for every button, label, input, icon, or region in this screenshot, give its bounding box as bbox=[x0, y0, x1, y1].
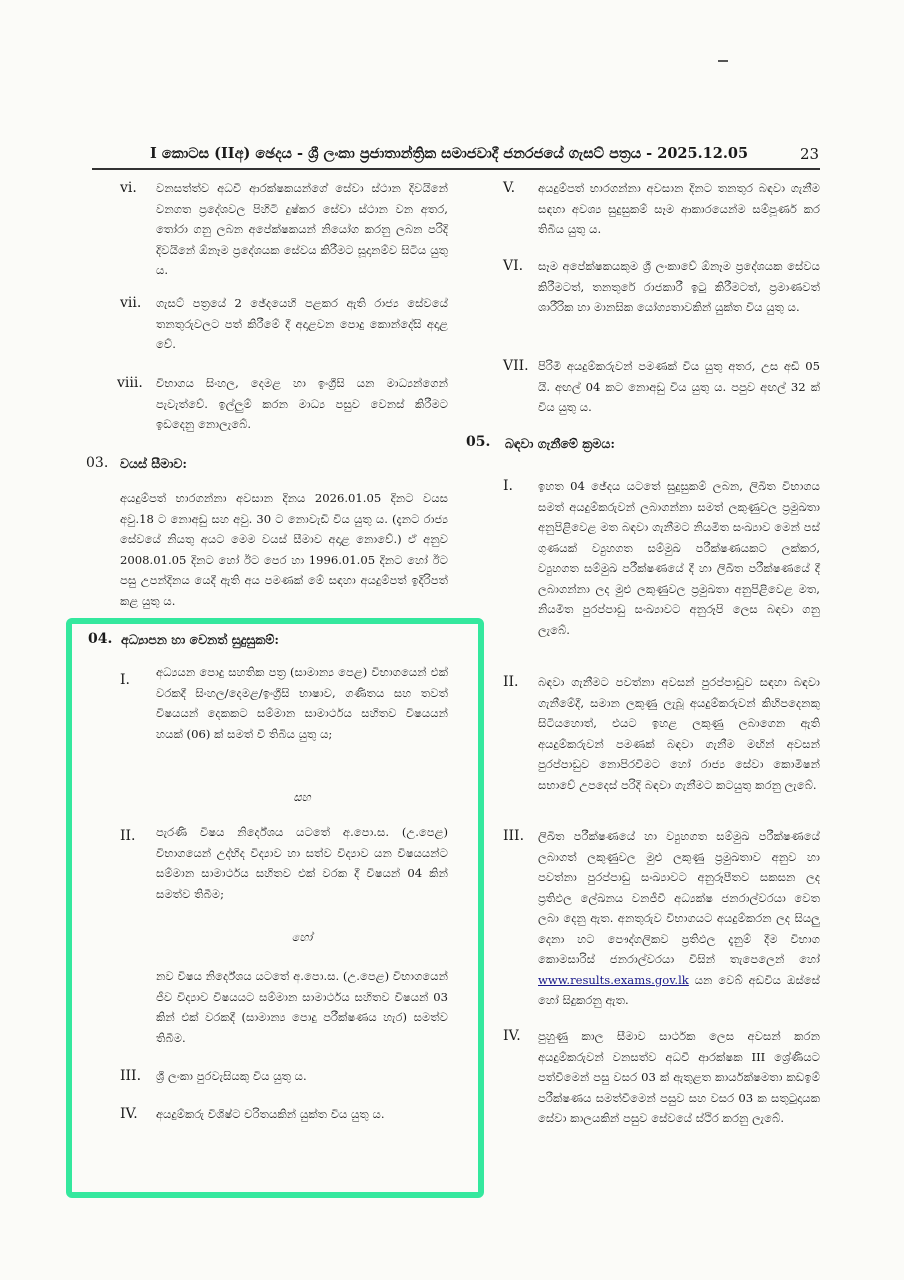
item-text-VII: පිරිමි අයදුම්කරුවන් පමණක් විය යුතු අතර, උස අඩි 05 යි. අඟල් 04 කට නොඅඩු විය යුතු ය. පපුව අඟල් 32 ක් විය යුතු ය. bbox=[538, 359, 820, 414]
s05-item-text-3-body: ලිඛිත පරීක්ෂණයේ හා ව්‍යුහගත සම්මුඛ පරීක්ෂණයේ ලබාගත් ලකුණුවල මුළු ලකුණු ප්‍රමුඛතාව අනුව හා පවත්නා පුරප්පාඩු සංඛ්‍යාවට අනුරූපීතව සකසන ලද ප්‍රතිඵල ලේඛනය වනජීවී අධ්‍යක්ෂ ජනරාල්වරයා වෙත ලබා දෙනු ඇත. අනතුරුව විභාගයට අයදුම්කරන ලද සියලු දෙනා හට පෞද්ගලිකව ප්‍රතිඵල දැනුම් දීම විභාග කොමසාරිස් ජනරාල්වරයා විසින් තැපෙලෙන් හෝ bbox=[538, 829, 820, 966]
s05-item-num-1: I. bbox=[503, 478, 513, 494]
section-05-title: බඳවා ගැනීමේ ක්‍රමය: bbox=[505, 436, 615, 451]
s04-item-text-2b: නව විෂය නිර්දේශය යටතේ අ.පො.ස. (උ.පෙළ) විභාගයෙන් ජීව විද්‍යාව විෂයයට සම්මාන සාමාර්ථය සහිතව විෂයන් 03 කින් එක් වරකදී (සාමාන්‍ය පොදු පරීක්ෂණය හැර) සමත්ව තිබීම. bbox=[156, 969, 448, 1045]
s04-item-text-4: අයදුම්කරු විශිෂ්ට චරිතයකින් යුක්ත විය යුතු ය. bbox=[156, 1107, 385, 1121]
section-04-title: අධ්‍යාපන හා වෙනත් සුදුසුකම්: bbox=[121, 632, 279, 647]
section-04-number: 04. bbox=[88, 631, 113, 647]
s04-item-num-4: IV. bbox=[120, 1106, 138, 1122]
page-number: 23 bbox=[800, 145, 820, 163]
s04-item-text-2: පැරණි විෂය නිර්දේශය යටතේ අ.පො.ස. (උ.පෙළ) විභාගයෙන් උද්භිද විද්‍යාව හා සත්ව විද්‍යාව යන විෂයයන්ට සම්මාන සාමාර්ථය සහිතව එක් වරක දී විෂයන් 04 කින් සමත්ව තිබීම; bbox=[156, 825, 448, 901]
s05-item-num-3: III. bbox=[503, 828, 525, 844]
conjunction-saha: සහ bbox=[293, 790, 311, 804]
s04-item-text-3: ශ්‍රී ලංකා පුරවැසියකු විය යුතු ය. bbox=[156, 1069, 307, 1083]
item-num-V: V. bbox=[503, 180, 516, 196]
item-text-vii: ගැසට් පත්‍රයේ 2 ඡේදයෙහි පළකර ඇති රාජ්‍ය සේවයේ තනතුරුවලට පත් කිරීමේ දී අදාළවන පොදු කොන්දේසි අදාළ වේ. bbox=[156, 296, 448, 351]
item-text-VI: සෑම අපේක්ෂකයකුම ශ්‍රී ලංකාවේ ඕනෑම ප්‍රදේශයක සේවය කිරීමටත්, තනතුරේ රාජකාරී ඉටු කිරීමටත්, ප්‍රමාණවත් ශාරීරික හා මානසික යෝග්‍යතාවකින් යුක්ත විය යුතු ය. bbox=[538, 259, 820, 314]
s04-item-num-1: I. bbox=[120, 672, 130, 688]
conjunction-ho: හෝ bbox=[291, 930, 313, 944]
page-mark bbox=[718, 60, 728, 62]
results-website-link[interactable]: www.results.exams.gov.lk bbox=[538, 972, 689, 987]
s04-item-num-3: III. bbox=[120, 1068, 142, 1084]
section-05-number: 05. bbox=[466, 434, 491, 450]
s05-item-text-4: පුහුණු කාල සීමාව සාර්ථක ලෙස අවසන් කරන අයදුම්කරුවන් වනසත්ව අධවී ආරක්ෂක III ශ්‍රේණියට පත්වීමෙන් පසු වසර 03 ක් ඇතුළත කාර්යක්ෂමතා කඩඉම් පරීක්ෂණය සමත්වීමෙන් පසුව සහ වසර 03 ක සතුටුදායක සේවා කාලයකින් පසුව සේවයේ ස්ථිර කරනු ලැබේ. bbox=[538, 1029, 820, 1125]
s04-item-text-1: අධ්‍යයන පොදු සහතික පත්‍ර (සාමාන්‍ය පෙළ) විභාගයෙන් එක් වරකදී සිංහල/දෙමළ/ඉංග්‍රීසි භාෂාව, ගණිතය සහ තවත් විෂයයන් දෙකකට සම්මාන සාමාර්ථය සහිතව විෂයයන් හයක් (06) ක් සමත් වී තිබිය යුතු ය; bbox=[156, 665, 448, 741]
item-text-vi: වනසත්ත්ව අධවී ආරක්ෂකයන්ගේ සේවා ස්ථාන දිවයිනේ වනගත ප්‍රදේශවල පිහිටි දුෂ්කර සේවා ස්ථාන වන අතර, තෝරා ගනු ලබන අපේක්ෂකයන් නියෝග කරනු ලබන පරිදි දිවයිනේ ඕනෑම ප්‍රදේශයක සේවය කිරීමට සූදානම්ව සිටිය යුතු ය. bbox=[156, 181, 448, 277]
item-num-VI: VI. bbox=[503, 258, 524, 274]
item-text-viii: විභාගය සිංහල, දෙමළ හා ඉංග්‍රීසි යන මාධ්‍යන්ගෙන් පැවැත්වේ. ඉල්ලුම් කරන මාධ්‍ය පසුව වෙනස් කිරීමට ඉඩදෙනු නොලැබේ. bbox=[156, 376, 448, 431]
s05-item-text-2: බඳවා ගැනීමට පවත්නා අවසන් පුරප්පාඩුව සඳහා බඳවා ගැනීමේදී, සමාන ලකුණු ලැබූ අයදුම්කරුවන් කිහිපදෙනකු සිටියහොත්, එයට ඉහළ ලකුණු ලබාගෙන ඇති අයදුම්කරුවන් පමණක් බඳවා ගැනීම මඟින් අවසන් පුරප්පාඩුව නොපිරවීමට හෝ රාජ්‍ය සේවා කොමිෂන් සභාවේ උපදෙස් පරිදි බඳවා ගැනීමට කටයුතු කරනු ලැබේ. bbox=[538, 675, 820, 792]
item-num-viii: viii. bbox=[117, 375, 143, 391]
section-03-text: අයදුම්පත් භාරගන්නා අවසාන දිනය 2026.01.05 දිනට වයස අවු.18 ට නොඅඩු සහ අවු. 30 ට නොවැඩි විය යුතු ය. (දැනට රාජ්‍ය සේවයේ නියතු අයට මෙම වයස් සීමාව අදාළ නොවේ.) ඒ අනුව 2008.01.05 දිනට හෝ ඊට පෙර හා 1996.01.05 දිනට හෝ ඊට පසු උපන්දිනය යෙදී ඇති අය පමණක් මේ සඳහා අයදුම්පත් ඉදිරිපත් කළ යුතු ය. bbox=[120, 491, 448, 608]
header-rule bbox=[92, 168, 820, 170]
s04-item-num-2: II. bbox=[120, 828, 136, 844]
section-03-number: 03. bbox=[86, 455, 109, 471]
item-num-vi: vi. bbox=[120, 180, 137, 196]
section-03-title: වයස් සීමාව: bbox=[120, 456, 188, 471]
gazette-header: I කොටස (IIඅ) ඡෙදය - ශ්‍රී ලංකා ප්‍රජාතාන්ත්‍රික සමාජවාදී ජනරජයේ ගැසට් පත්‍රය - 2025.12.05 bbox=[150, 145, 749, 162]
s05-item-text-1: ඉහත 04 ඡේදය යටතේ සුදුසුකම් ලබන, ලිඛිත විභාගය සමත් අයදුම්කරුවන් ලබාගන්නා සමත් ලකුණුවල ප්‍රමුඛතා අනුපිළිවෙළ මත බඳවා ගැනීමට නියමිත සංඛ්‍යාව මෙන් පස් ගුණයක් ව්‍යුහගත සම්මුඛ පරීක්ෂණයකට ලක්කර, ව්‍යුහගත සම්මුඛ පරීක්ෂණයේ දී හා ලිඛිත පරීක්ෂණයේ දී ලබාගන්නා ලද මුළු ලකුණුවල ප්‍රමුඛතා අනුපිළිවෙළ මත, නියමිත පුරප්පාඩු සංඛ්‍යාවට අනුරූපි ලෙස බඳවා ගනු ලැබේ. bbox=[538, 479, 820, 637]
s05-item-text-3 bbox=[538, 826, 820, 1011]
item-num-VII: VII. bbox=[503, 358, 529, 374]
item-num-vii: vii. bbox=[120, 295, 142, 311]
s05-item-num-4: IV. bbox=[503, 1028, 521, 1044]
s05-item-num-2: II. bbox=[503, 674, 519, 690]
item-text-V: අයදුම්පත් භාරගන්නා අවසාන දිනට තනතුර බඳවා ගැනීම සඳහා අවශ්‍ය සුදුසුකම් සෑම ආකාරයෙන්ම සම්පූර්ණ කර තිබිය යුතු ය. bbox=[538, 181, 820, 236]
s05-item-text-3-tail: යන වෙබ් අඩවිය ඔස්සේ හෝ සිදුකරනු ඇත. bbox=[538, 972, 821, 1007]
